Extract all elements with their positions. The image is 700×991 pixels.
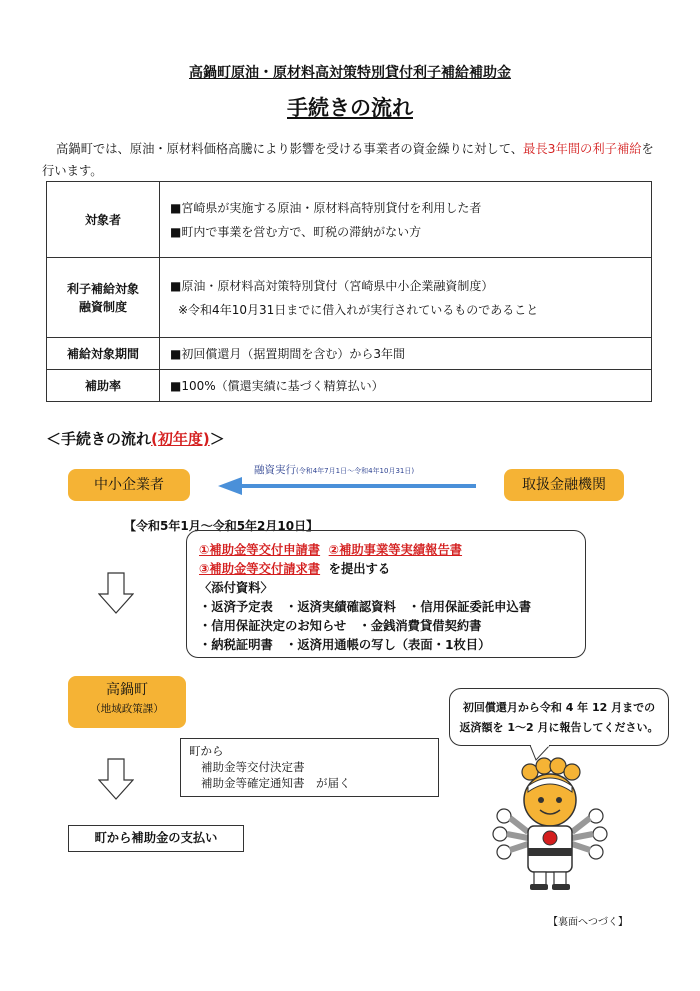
notify-line: 補助金等交付決定書 (201, 760, 305, 774)
row-content (160, 258, 652, 338)
loan-arrow-icon (216, 476, 478, 496)
payment-box: 町から補助金の支払い (68, 825, 244, 852)
summary-table (46, 181, 652, 402)
docs-line (199, 560, 585, 579)
notify-line: 補助金等確定通知書 が届く (201, 776, 351, 790)
row-label (47, 258, 160, 338)
notify-line: 町から (189, 744, 224, 758)
doc-item: ②補助事業等実績報告書 (328, 543, 463, 557)
table-row (47, 338, 652, 370)
table-row (47, 258, 652, 338)
attach-line: ・納税証明書 ・返済用通帳の写し（表面・1枚目） (199, 638, 491, 652)
loan-period: (令和4年7月1日～令和4年10月31日) (296, 467, 415, 475)
flow-heading-highlight: (初年度) (151, 430, 210, 448)
attach-line: ・返済予定表 ・返済実績確認資料 ・信用保証委託申込書 (199, 600, 532, 614)
doc-item: ①補助金等交付申請書 (199, 543, 321, 557)
row-content (160, 370, 652, 402)
doc-submit: を提出する (328, 562, 391, 576)
flow-heading (46, 428, 225, 449)
report-line: 初回償還月から令和 4 年 12 月までの (462, 701, 656, 714)
continued-note: 【裏面へつづく】 (548, 917, 628, 928)
report-line: 返済額を 1～2 月に報告してください。 (459, 721, 659, 734)
submission-period: 【令和5年1月～令和5年2月10日】 (124, 519, 319, 533)
smb-box: 中小企業者 (68, 469, 190, 501)
row-content (160, 338, 652, 370)
mascot-icon (488, 752, 608, 892)
intro-paragraph (42, 138, 662, 182)
row-label: 対象者 (47, 182, 160, 258)
row-content (160, 182, 652, 258)
down-arrow-icon (98, 758, 134, 800)
document-subtitle: 手続きの流れ (287, 96, 413, 120)
attach-line: ・信用保証決定のお知らせ ・金銭消費貸借契約書 (199, 619, 482, 633)
document-title: 高鍋町原油・原材料高対策特別貸付利子補給補助金 (189, 65, 511, 81)
down-arrow-icon (98, 572, 134, 614)
row-label-line: 融資制度 (78, 299, 127, 314)
loan-label-text: 融資実行 (254, 464, 296, 476)
attach-heading: 〈添付資料〉 (199, 581, 273, 595)
row-label-line: 利子補給対象 (66, 281, 139, 296)
table-row (47, 370, 652, 402)
row-line: ■町内で事業を営む方で、町税の滞納がない方 (170, 224, 422, 239)
row-line: ※令和4年10月31日までに借入れが実行されているものであること (178, 302, 539, 317)
documents-box (186, 530, 586, 658)
bank-box: 取扱金融機関 (504, 469, 624, 501)
loan-label (254, 462, 414, 477)
row-line: ■初回償還月（据置期間を含む）から3年間 (170, 346, 405, 361)
doc-item: ③補助金等交付請求書 (199, 562, 321, 576)
flow-heading-suffix: ＞ (209, 430, 225, 448)
town-box (68, 676, 186, 728)
intro-text: 高鍋町では、原油・原材料価格高騰により影響を受ける事業者の資金繰りに対して、 (56, 142, 524, 156)
report-bubble (449, 688, 669, 746)
intro-highlight: 最長3年間の利子補給 (523, 142, 642, 156)
row-line: ■100%（償還実績に基づく精算払い） (170, 378, 384, 393)
docs-line (199, 541, 585, 560)
town-name: 高鍋町 (106, 682, 148, 698)
row-line: ■原油・原材料高対策特別貸付（宮崎県中小企業融資制度） (170, 278, 494, 293)
row-label: 補給対象期間 (47, 338, 160, 370)
intro-text-end: を行います。 (42, 142, 654, 178)
row-label: 補助率 (47, 370, 160, 402)
town-department: （地域政策課） (90, 703, 164, 715)
table-row (47, 182, 652, 258)
row-line: ■宮崎県が実施する原油・原材料高特別貸付を利用した者 (170, 200, 482, 215)
notification-box (180, 738, 439, 797)
flow-heading-prefix: ＜手続きの流れ (46, 430, 152, 448)
